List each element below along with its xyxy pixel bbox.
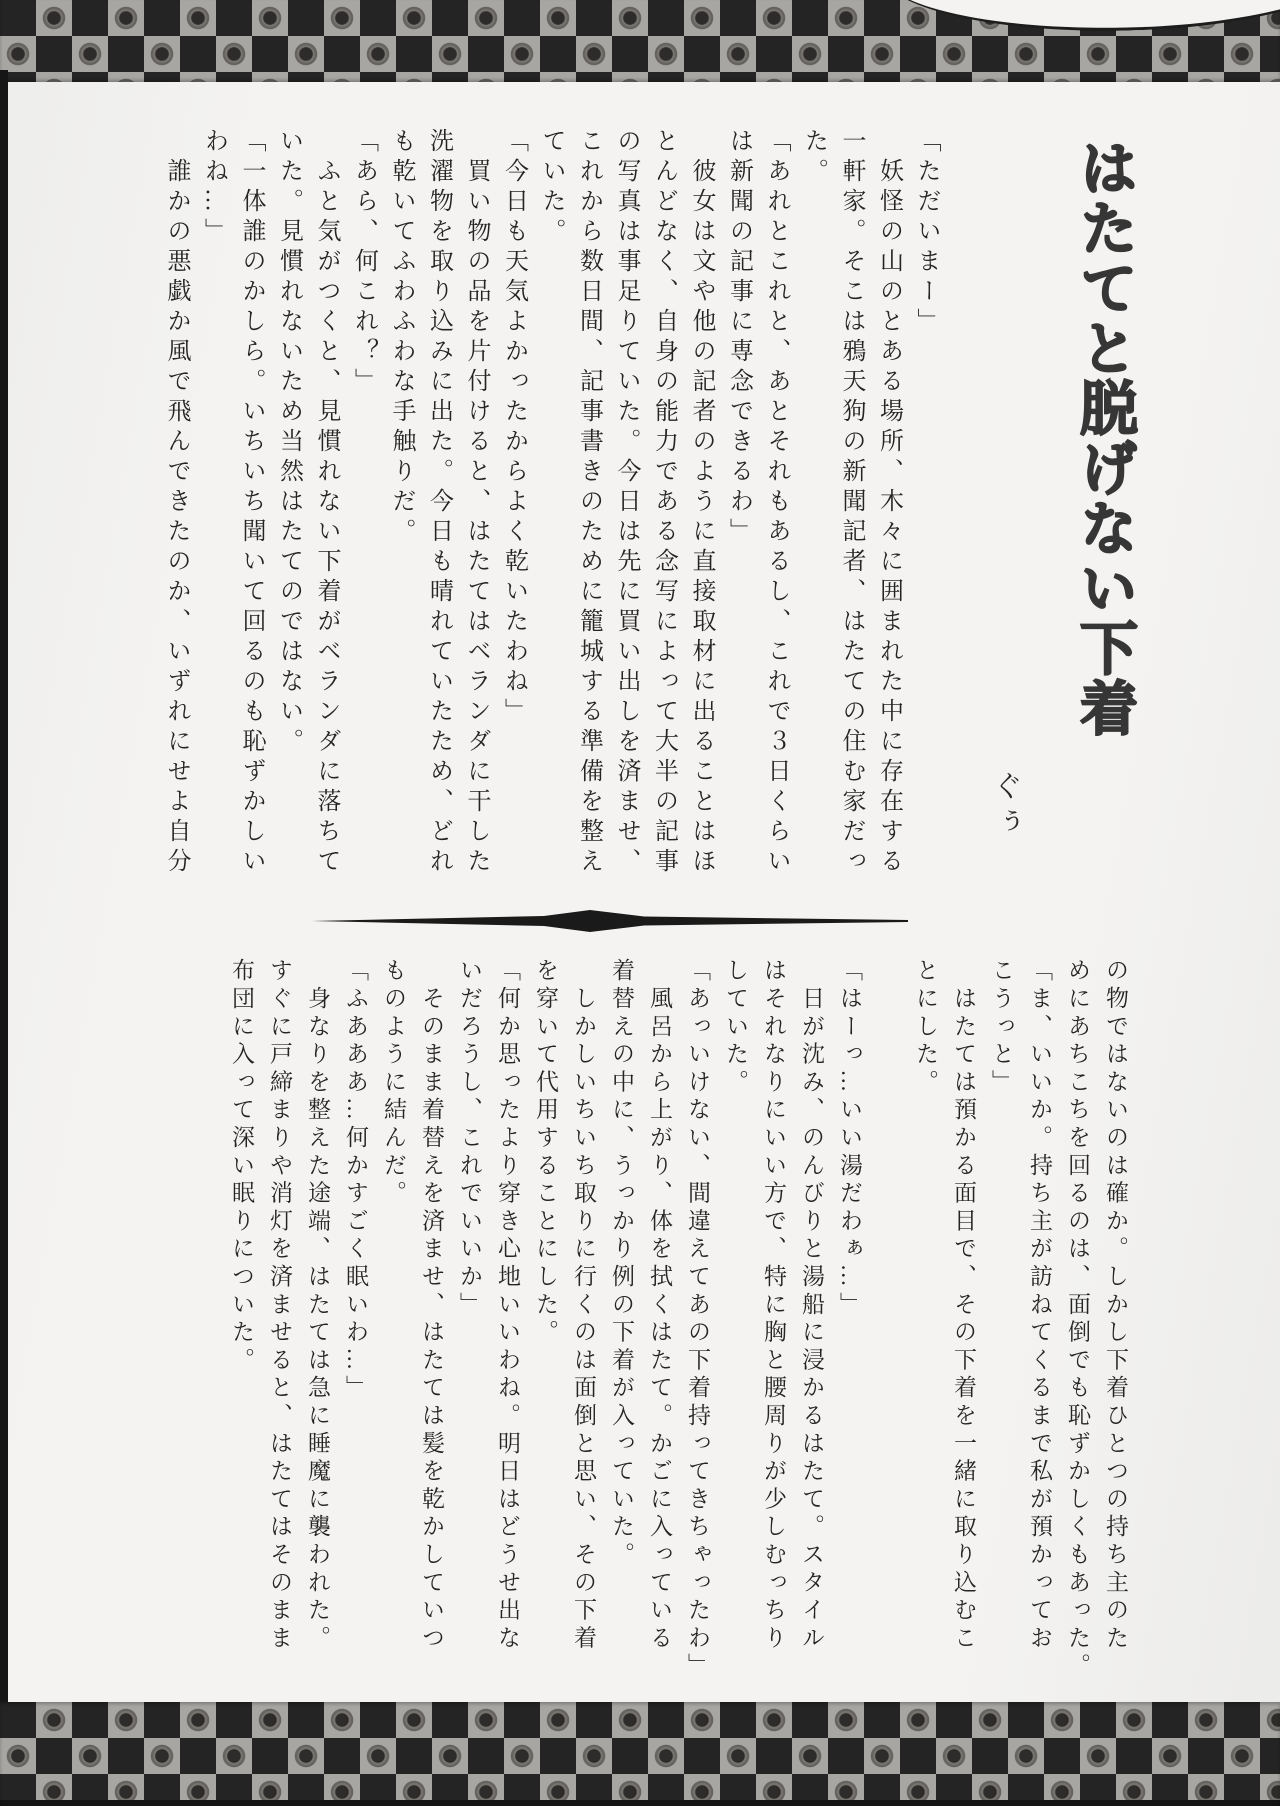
text-line: 風呂から上がり、体を拭くはたて。かごに入っている [647, 958, 672, 1653]
text-line: はそれなりにいい方で、特に胸と腰周りが少しむっちり [761, 958, 786, 1653]
page-title: はたてと脱げない下着 [1071, 138, 1136, 738]
text-line: 一軒家。そこは鴉天狗の新聞記者、はたての住む家だっ [838, 128, 864, 878]
text-line: の写真は事足りていた。今日は先に買い出しを済ませ、 [613, 128, 639, 878]
text-line: 着替えの中に、うっかり例の下着が入っていた。 [609, 958, 634, 1570]
page-edge-shadow [0, 70, 8, 1806]
text-line: ふと気がつくと、見慣れない下着がベランダに落ちて [313, 128, 339, 878]
text-line: た。 [800, 128, 827, 188]
text-line: しかしいちいち取りに行くのは面倒と思い、その下着 [571, 958, 596, 1653]
text-line: はたては預かる面目で、その下着を一緒に取り込むこ [951, 958, 976, 1653]
text-line: いだろうし、これでいいか」 [457, 958, 482, 1320]
text-line: を穿いて代用することにした。 [533, 958, 558, 1348]
story-section-1 [157, 128, 945, 896]
text-line: とにした。 [913, 958, 938, 1097]
text-line: 日が沈み、のんびりと湯船に浸かるはたて。スタイル [799, 958, 824, 1653]
text-line: ものように結んだ。 [381, 958, 406, 1209]
text-line: すぐに戸締まりや消灯を済ませると、はたてはそのまま [267, 958, 292, 1653]
text-line: 「はーっ…いい湯だわぁ…」 [837, 958, 862, 1320]
text-line: は新聞の記事に専念できるわ」 [725, 128, 752, 548]
text-line: わね…」 [200, 128, 227, 248]
text-line: とんどなく、自身の能力である念写によって大半の記事 [650, 128, 677, 878]
text-line: の物ではないのは確か。しかし下着ひとつの持ち主のた [1103, 958, 1128, 1653]
section-divider-rule [312, 908, 908, 934]
checkered-border-top [0, 0, 1280, 82]
text-line: ていた。 [538, 128, 564, 248]
text-line: 彼女は文や他の記者のように直接取材に出ることはほ [688, 128, 714, 878]
text-line: していた。 [723, 958, 748, 1097]
checkered-border-bottom [0, 1702, 1280, 1806]
text-line: 「あれとこれと、あとそれもあるし、これで３日くらい [763, 128, 789, 878]
text-line: 身なりを整えた途端、はたては急に睡魔に襲われた。 [305, 958, 330, 1653]
text-line: いた。見慣れないため当然はたてのではない。 [275, 128, 302, 758]
story-section-2 [222, 958, 1134, 1686]
text-line: 洗濯物を取り込みに出た。今日も晴れていたため、どれ [425, 128, 452, 878]
text-line: そのまま着替えを済ませ、はたては髪を乾かしていつ [419, 958, 444, 1653]
text-line: 誰かの悪戯か風で飛んできたのか、いずれにせよ自分 [163, 128, 189, 878]
text-line: 「何か思ったより穿き心地いいわね。明日はどうせ出な [495, 958, 520, 1653]
text-line: も乾いてふわふわな手触りだ。 [388, 128, 414, 548]
text-line: 「ま、いいか。持ち主が訪ねてくるまで私が預かってお [1027, 958, 1052, 1653]
text-line: これから数日間、記事書きのために籠城する準備を整え [575, 128, 602, 878]
text-line: 「あっいけない、間違えてあの下着持ってきちゃったわ」 [685, 958, 710, 1681]
text-line: 「今日も天気よかったからよく乾いたわね」 [500, 128, 527, 728]
text-line: 「ふあああ…何かすごく眠いわ…」 [343, 958, 368, 1403]
text-line: こうっと」 [989, 958, 1014, 1097]
scan-curl-artifact [879, 0, 1280, 39]
text-line: 妖怪の山のとある場所、木々に囲まれた中に存在する [875, 128, 902, 878]
text-line: めにあちこちを回るのは、面倒でも恥ずかしくもあった。 [1065, 958, 1090, 1681]
text-line: 「あら、何これ？」 [350, 128, 377, 398]
blank-line [868, 958, 906, 1686]
text-line: 「ただいまー」 [913, 128, 939, 338]
text-line: 買い物の品を片付けると、はたてはベランダに干した [463, 128, 489, 878]
text-line: 「一体誰のかしら。いちいち聞いて回るのも恥ずかしい [238, 128, 264, 878]
text-line: 布団に入って深い眠りについた。 [229, 958, 254, 1375]
author-name: ぐぅ [988, 770, 1021, 842]
